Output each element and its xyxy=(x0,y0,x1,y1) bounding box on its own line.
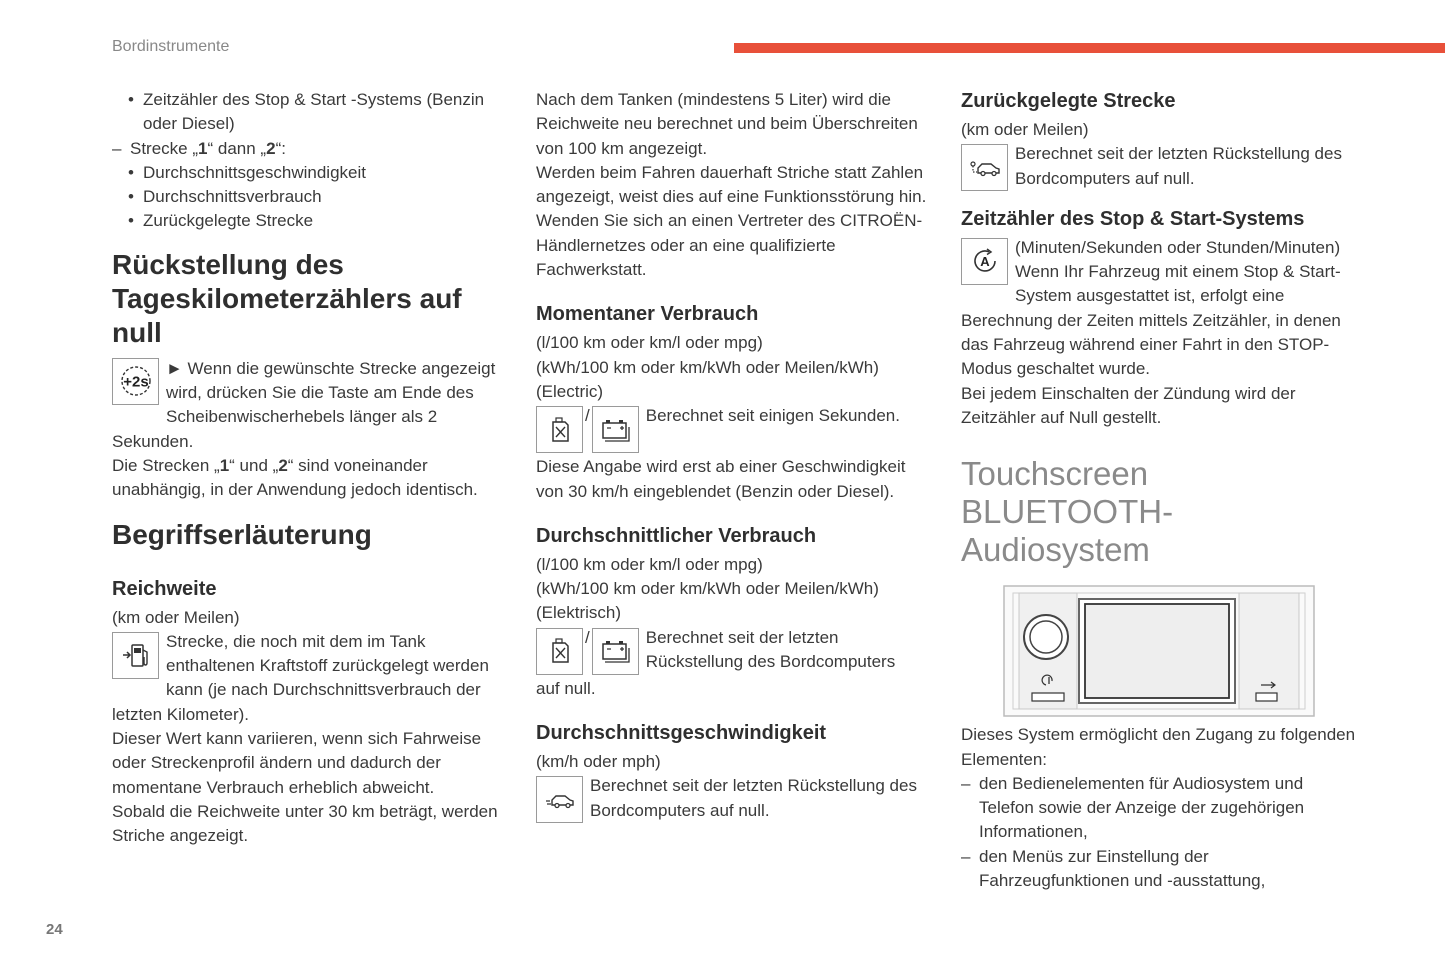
dash-item: – Strecke „1“ dann „2“: xyxy=(112,137,507,161)
range-text-3: Sobald die Reichweite unter 30 km beträgt, werden Striche angezeigt. xyxy=(112,801,498,846)
distance-heading: Zurückgelegte Strecke xyxy=(961,90,1176,112)
units-line: (Elektrisch) xyxy=(536,603,622,623)
distance-text: Berechnet seit der letzten Rückstellung des Bordcomputers auf null. xyxy=(1015,144,1342,188)
running-header: Bordinstrumente xyxy=(112,38,230,55)
fuel-can-icon xyxy=(536,406,583,453)
car-distance-icon xyxy=(961,144,1008,191)
speed-units: (km/h oder mph) xyxy=(536,752,661,772)
touchscreen-device-figure xyxy=(1003,585,1315,717)
column-1 xyxy=(112,88,507,849)
average-icon-row xyxy=(536,626,936,677)
stop-start-heading: Zeitzähler des Stop & Start-Systems xyxy=(961,207,1305,230)
stop-start-icon xyxy=(961,238,1008,285)
column-2 xyxy=(536,88,936,825)
average-speed-heading: Durchschnittsgeschwindigkeit xyxy=(536,722,827,745)
range-text-1: Strecke, die noch mit dem im Tank enthaltenen Kraftstoff zurückgelegt werden kann (je nach Durchschnittsverbrauch der letzten Kilometer). xyxy=(112,631,489,724)
header-accent-bar xyxy=(734,43,1445,53)
distance-units: (km oder Meilen) xyxy=(961,120,1089,139)
slash-separator: / xyxy=(585,406,590,426)
range-heading: Reichweite xyxy=(112,577,217,600)
fuel-range-icon xyxy=(112,632,159,679)
list-item: – den Bedienelementen für Audiosystem und Telefon sowie der Anzeige der zugehörigen Informationen, xyxy=(961,772,1361,845)
dealer-text: Wenden Sie sich an einen Vertreter des CITROËN-Händlernetzes oder an eine qualifizierte Fachwerkstatt. xyxy=(536,211,923,280)
dashes-text: Werden beim Fahren dauerhaft Striche statt Zahlen angezeigt, weist dies auf eine Funktionsstörung hin. xyxy=(536,162,927,207)
car-speed-icon xyxy=(536,776,583,823)
stop-start-text-2: Bei jedem Einschalten der Zündung wird der Zeitzähler auf Null gestellt. xyxy=(961,383,1296,427)
instant-icon-row xyxy=(536,404,936,455)
speed-text: Berechnet seit der letzten Rückstellung des Bordcomputers auf null. xyxy=(590,776,917,820)
average-icon-text: Berechnet seit der letzten Rückstellung des Bordcomputers xyxy=(645,627,896,672)
bullet-item: • Durchschnittsgeschwindigkeit xyxy=(112,161,507,185)
average-tail: auf null. xyxy=(536,678,596,698)
plus-2s-icon xyxy=(112,358,159,405)
arrow-icon: ► xyxy=(166,358,183,378)
bullet-item: • Durchschnittsverbrauch xyxy=(112,185,507,209)
units-line: (l/100 km oder km/l oder mpg) xyxy=(536,554,763,574)
list-item: – den Menüs zur Einstellung der Fahrzeugfunktionen und -ausstattung, xyxy=(961,845,1361,894)
units-line: (Electric) xyxy=(536,381,604,401)
refuel-text: Nach dem Tanken (mindestens 5 Liter) wird die Reichweite neu berechnet und beim Überschreiten von 100 km angezeigt. xyxy=(536,90,918,158)
touchscreen-heading: Touchscreen BLUETOOTH-Audiosystem xyxy=(961,455,1174,569)
reset-heading: Rückstellung des Tageskilometerzählers auf null xyxy=(112,248,462,348)
battery-icon xyxy=(592,406,639,453)
units-line: (kWh/100 km oder km/kWh oder Meilen/kWh) xyxy=(536,357,879,377)
bullet-item: • Zeitzähler des Stop & Start -Systems (Benzin oder Diesel) xyxy=(112,88,507,137)
instant-note: Diese Angabe wird erst ab einer Geschwindigkeit von 30 km/h eingeblendet (Benzin oder Diesel). xyxy=(536,457,906,501)
slash-separator: / xyxy=(585,627,590,647)
system-intro: Dieses System ermöglicht den Zugang zu folgenden Elementen: xyxy=(961,725,1356,769)
reset-instruction: ► Wenn die gewünschte Strecke angezeigt wird, drücken Sie die Taste am Ende des Scheibenwischerhebels länger als 2 Sekunden. xyxy=(112,358,496,451)
instant-consumption-heading: Momentaner Verbrauch xyxy=(536,303,759,326)
instant-icon-text: Berechnet seit einigen Sekunden. xyxy=(645,406,900,426)
average-consumption-heading: Durchschnittlicher Verbrauch xyxy=(536,524,817,547)
stop-start-text: (Minuten/Sekunden oder Stunden/Minuten) Wenn Ihr Fahrzeug mit einem Stop & Start-System ausgestattet ist, erfolgt eine Berechnung der Zeiten mittels Zeitzähler, in denen das Fahrzeug während einer Fahrt in den STOP-Modus geschaltet wurde. xyxy=(961,237,1341,379)
svg-text:+2s: +2s xyxy=(122,373,149,391)
fuel-can-icon xyxy=(536,628,583,675)
reset-section xyxy=(112,357,507,503)
svg-text:A: A xyxy=(979,254,990,270)
range-units: (km oder Meilen) xyxy=(112,607,240,627)
range-text-2: Dieser Wert kann variieren, wenn sich Fahrweise oder Streckenprofil ändern und dadurch der momentane Verbrauch erheblich abweicht. xyxy=(112,729,482,797)
units-line: (kWh/100 km oder km/kWh oder Meilen/kWh) xyxy=(536,579,879,599)
glossary-heading: Begriffserläuterung xyxy=(112,518,372,550)
column-3 xyxy=(961,88,1361,893)
reset-note: Die Strecken „1“ und „2“ sind voneinander unabhängig, in der Anwendung jedoch identisch. xyxy=(112,455,478,500)
page-number: 24 xyxy=(46,921,63,938)
units-line: (l/100 km oder km/l oder mpg) xyxy=(536,333,763,353)
battery-icon xyxy=(592,628,639,675)
bullet-item: • Zurückgelegte Strecke xyxy=(112,209,507,233)
